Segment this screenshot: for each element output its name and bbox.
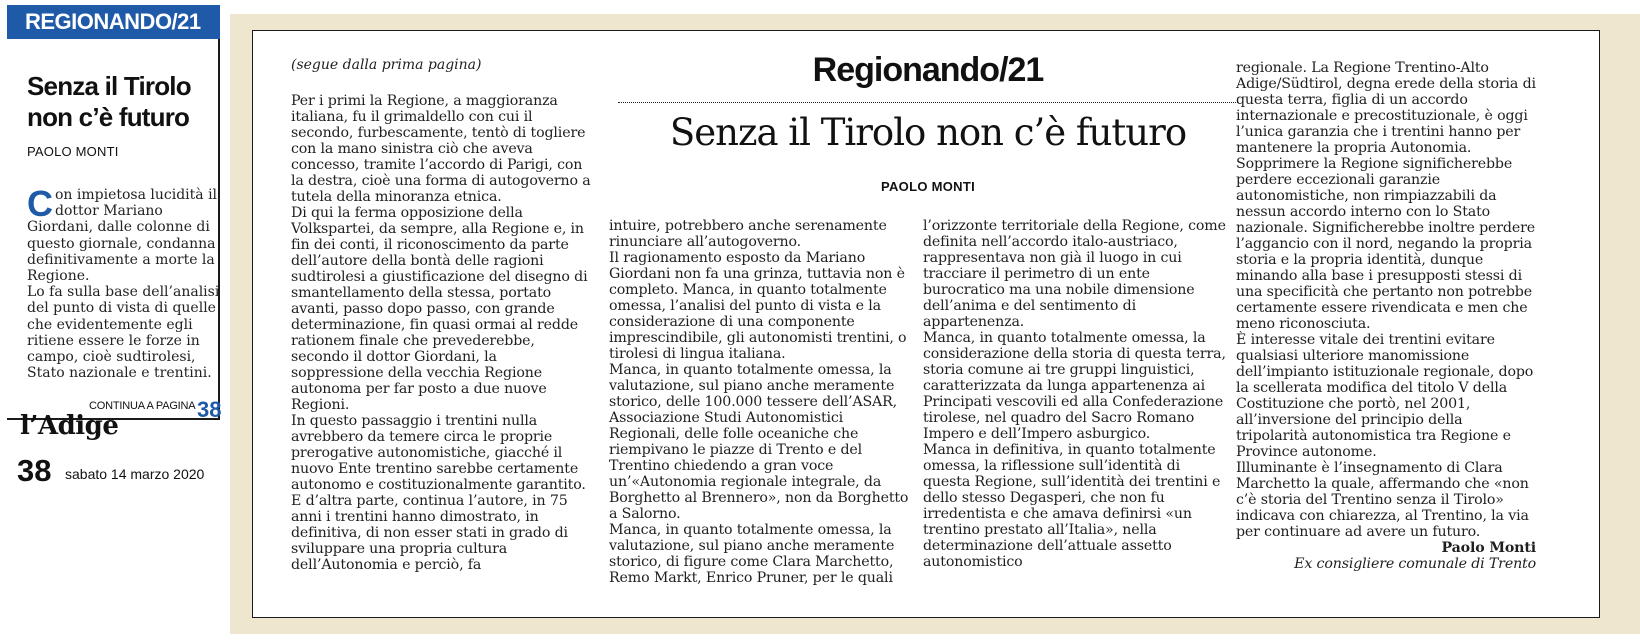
paragraph: È interesse vitale dei trentini evitare qualsiasi ulteriore manomissione dell’impianto istituzionale regionale, dopo la scellerata modifica del titolo V della Costituzione che portò, nel 2001, all’inversione del principio della tripolarità autonomistica tra Regione e Province autonome.: [1236, 332, 1534, 460]
continue-label[interactable]: CONTINUA A PAGINA: [89, 400, 196, 412]
teaser-paragraph: [27, 183, 223, 285]
drop-cap: C: [27, 183, 53, 224]
article-column-1: [291, 93, 591, 573]
paragraph: Il ragionamento esposto da Mariano Giordani non fa una grinza, tuttavia non è completo. Manca, in quanto totalmente omessa, l’analisi del punto di vista e la considerazione di una componente imprescindibile, gli autonomisti trentini, o tirolesi di lingua italiana.: [609, 250, 907, 362]
paragraph: regionale. La Regione Trentino-Alto Adige/Südtirol, degna erede della storia di questa terra, figlia di un accordo internazionale e precostituzionale, è oggi l’unica garanzia che i trentini hanno per mantenere la propria Autonomia.: [1236, 60, 1536, 156]
article-column-3: [923, 218, 1228, 570]
teaser-title[interactable]: [27, 71, 217, 133]
byline: PAOLO MONTI: [880, 179, 976, 194]
signature: Paolo Monti: [1441, 540, 1536, 556]
paragraph: Manca, in quanto totalmente omessa, la valutazione, sul piano anche meramente storico, di figure come Clara Marchetto, Remo Markt, Enrico Pruner, per le quali: [609, 522, 895, 586]
teaser-text: [27, 183, 223, 382]
masthead-logo: l’Adige: [20, 411, 119, 441]
paragraph: Sopprimere la Regione significherebbe perdere eccezionali garanzie autonomistiche, non rimpiazzabili da nessun accordo interno con lo Stato nazionale. Significherebbe inoltre perdere l’aggancio con il nord, negando la propria storia e la propria identità, dunque minando alla base i presupposti stessi di una specificità che pertanto non potrebbe certamente essere rivendicata e men che meno riconosciuta.: [1236, 156, 1535, 332]
kicker: (segue dalla prima pagina): [291, 57, 482, 73]
teaser-author: PAOLO MONTI: [27, 144, 119, 159]
paragraph: intuire, potrebbero anche serenamente rinunciare all’autogoverno.: [609, 218, 887, 250]
paragraph: l’orizzonte territoriale della Regione, come definita nell’accordo italo-austriaco, rappresentava non già il luogo in cui tracciare il perimetro di un ente burocratico ma una nobile dimensione dell’anima e del sentimento di appartenenza.: [923, 218, 1226, 330]
paragraph: In questo passaggio i trentini nulla avrebbero da temere circa le proprie prerogative autonomistiche, giacché il nuovo Ente trentino sarebbe certamente autonomo e costituzionalmente garantito. E d’altra parte, continua l’autore, in 75 anni i trentini hanno dimostrato, in definitiva, di non esser stati in grado di sviluppare una propria cultura dell’Autonomia e perciò, fa: [291, 413, 586, 573]
paragraph: Manca in definitiva, in quanto totalmente omessa, la riflessione sull’identità di questa Regione, sull’identità dei trentini e dello stesso Degasperi, che non fu irredentista e che amava definirsi «un trentino prestato all’Italia», nella determinazione dell’attuale assetto autonomistico: [923, 442, 1221, 570]
section-head: Regionando/21: [812, 51, 1044, 89]
dotted-rule: [618, 102, 1238, 103]
article-column-2: [609, 218, 909, 586]
article-box: [252, 30, 1600, 618]
article-column-4: [1236, 60, 1536, 572]
paragraph: Di qui la ferma opposizione della Volkspartei, da sempre, alla Regione e, in fin dei conti, il riconoscimento da parte dell’autore della bontà delle ragioni sudtirolesi a giustificazione del disegno di smantellamento della stessa, portato avanti, passo dopo passo, con grande determinazione, fin quasi ormai al redde rationem finale che prevederebbe, secondo il dottor Giordani, la soppressione della vecchia Regione autonoma per far posto a due nuove Regioni.: [291, 205, 588, 413]
paragraph: Illuminante è l’insegnamento di Clara Marchetto la quale, affermando che «non c’è storia del Trentino senza il Tirolo» indicava con chiarezza, al Trentino, la via per continuare ad avere un futuro.: [1236, 460, 1529, 540]
paragraph: Manca, in quanto totalmente omessa, la considerazione della storia di questa terra, storia comune ai tre gruppi linguistici, caratterizzata da lunga appartenenza ai Principati vescovili ed alla Confederazione tirolese, nel quadro del Sacro Romano Impero e dell’Impero asburgico.: [923, 330, 1226, 442]
teaser-box: [7, 5, 220, 420]
continue-page-link[interactable]: 38: [197, 397, 222, 422]
page-date: sabato 14 marzo 2020: [65, 466, 205, 482]
headline: Senza il Tirolo non c’è futuro: [669, 111, 1187, 154]
teaser-title-line2: non c’è futuro: [27, 102, 190, 132]
teaser-paragraph: Lo fa sulla base dell’analisi del punto di vista di quelle che evidentemente egli ritiene essere le forze in campo, cioè sudtirolesi, Stato nazionale e trentini.: [27, 284, 220, 382]
teaser-paragraph-text: on impietosa lucidità il dottor Mariano Giordani, dalle colonne di questo giornale, condanna definitivamente a morte la Regione.: [27, 187, 218, 285]
paragraph: Per i primi la Regione, a maggioranza italiana, fu il grimaldello con cui il secondo, furbescamente, tentò di togliere con la mano sinistra ciò che aveva concesso, tramite l’accordo di Parigi, con la destra, cioè una forma di autogoverno a tutela della minoranza etnica.: [291, 93, 591, 205]
author-role: Ex consigliere comunale di Trento: [1294, 556, 1536, 572]
section-banner: REGIONANDO/21: [7, 5, 220, 39]
page-number: 38: [17, 453, 52, 488]
teaser-title-line1: Senza il Tirolo: [27, 71, 191, 101]
paragraph: Manca, in quanto totalmente omessa, la valutazione, sul piano anche meramente storico, delle 100.000 tessere dell’ASAR, Associazione Studi Autonomistici Regionali, delle folle oceaniche che riempivano le piazze di Trento e del Trentino chiedendo a gran voce un’«Autonomia regionale integrale, da Borghetto al Brennero», non da Borghetto a Salorno.: [609, 362, 909, 522]
